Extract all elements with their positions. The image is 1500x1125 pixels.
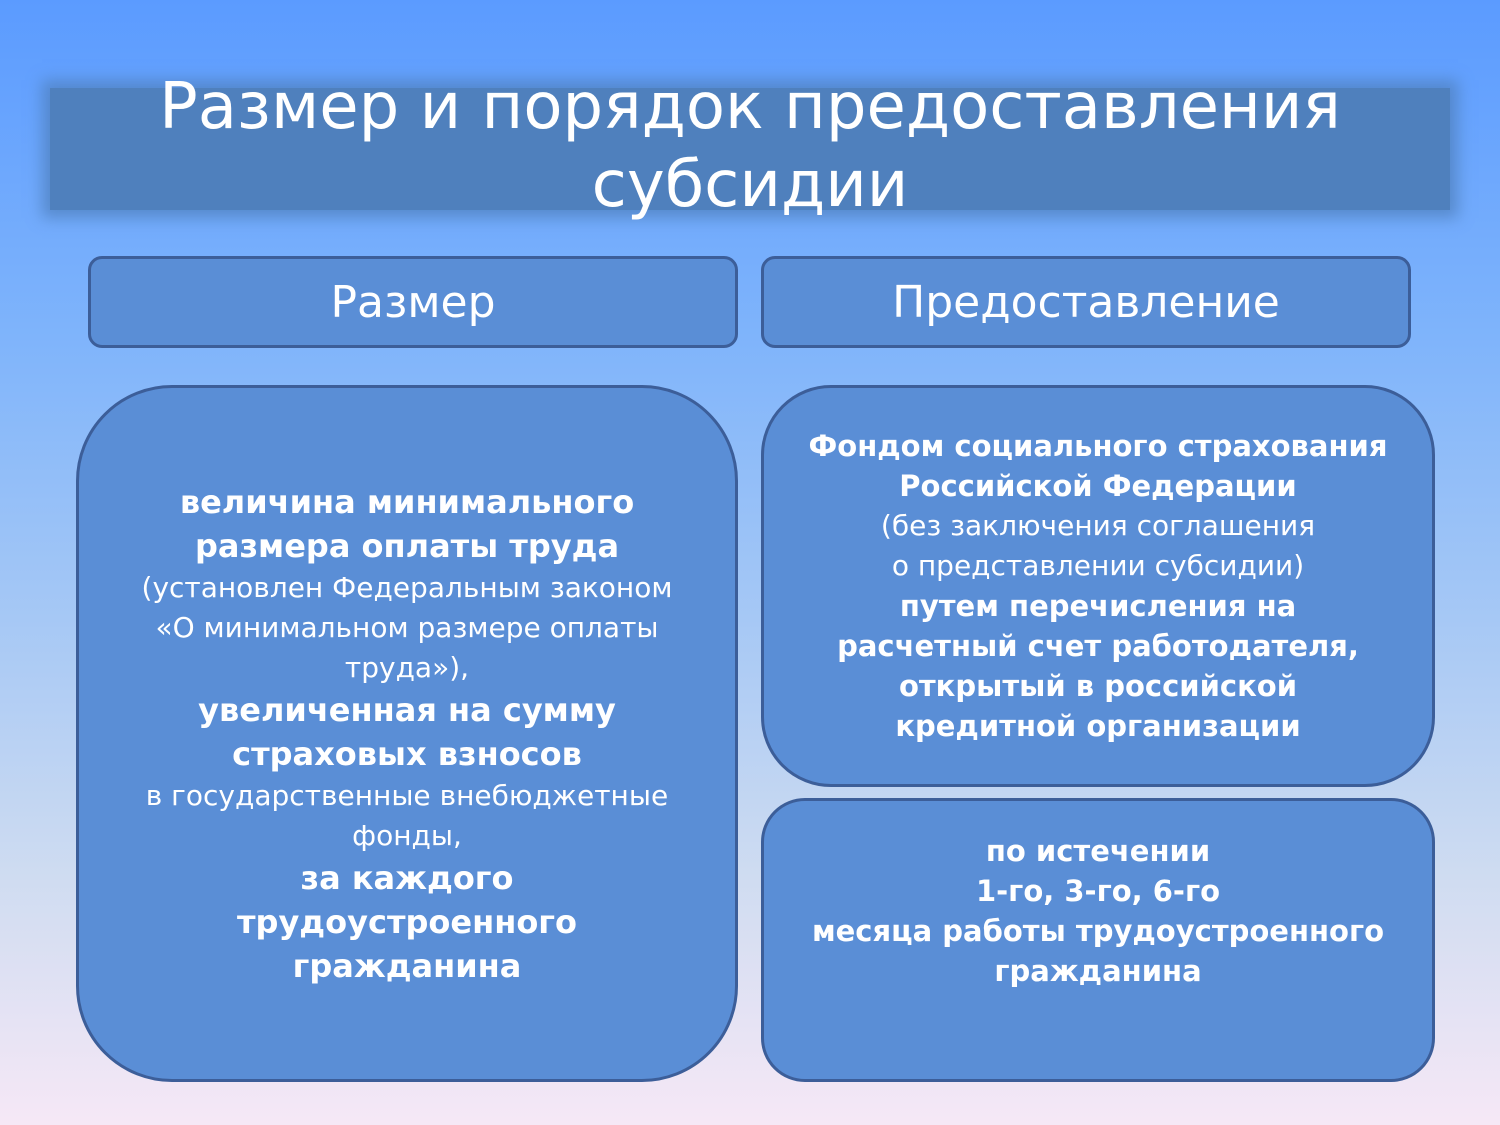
provision-line: открытый в российской	[898, 669, 1298, 703]
size-line: гражданина	[292, 946, 522, 985]
slide-title	[0, 68, 1500, 224]
size-description-box	[76, 385, 738, 1082]
timing-line: по истечении	[985, 834, 1211, 868]
size-line: увеличенная на сумму	[198, 690, 616, 729]
header-provision-label: Предоставление	[892, 276, 1280, 328]
size-line: страховых взносов	[232, 734, 582, 773]
slide-title-line-1: Размер и порядок предоставления	[159, 70, 1341, 144]
provision-line: Фондом социального страхования	[808, 429, 1388, 463]
provision-line: кредитной организации	[895, 709, 1301, 743]
provision-line: Российской Федерации	[899, 469, 1297, 503]
size-line: фонды,	[352, 818, 462, 852]
provision-method-box	[761, 385, 1435, 787]
size-line: размера оплаты труда	[194, 526, 620, 565]
size-line: (установлен Федеральным законом	[141, 570, 673, 604]
provision-timing-box	[761, 798, 1435, 1082]
size-line: труда»),	[344, 650, 470, 684]
provision-line: путем перечисления на	[899, 589, 1297, 623]
size-line: трудоустроенного	[236, 902, 577, 941]
provision-line: (без заключения соглашения	[880, 509, 1316, 542]
timing-line: месяца работы трудоустроенного	[811, 914, 1385, 948]
slide-title-line-2: субсидии	[591, 148, 909, 222]
size-line: величина минимального	[179, 482, 635, 521]
header-size	[88, 256, 738, 348]
size-line: в государственные внебюджетные	[145, 778, 669, 812]
size-line: за каждого	[300, 858, 514, 897]
size-line: «О минимальном размере оплаты	[155, 610, 659, 644]
timing-line: гражданина	[994, 954, 1202, 988]
timing-line: 1-го, 3-го, 6-го	[975, 874, 1221, 908]
header-size-label: Размер	[330, 276, 496, 328]
provision-line: о представлении субсидии)	[891, 549, 1305, 582]
provision-line: расчетный счет работодателя,	[837, 629, 1359, 663]
header-provision	[761, 256, 1411, 348]
